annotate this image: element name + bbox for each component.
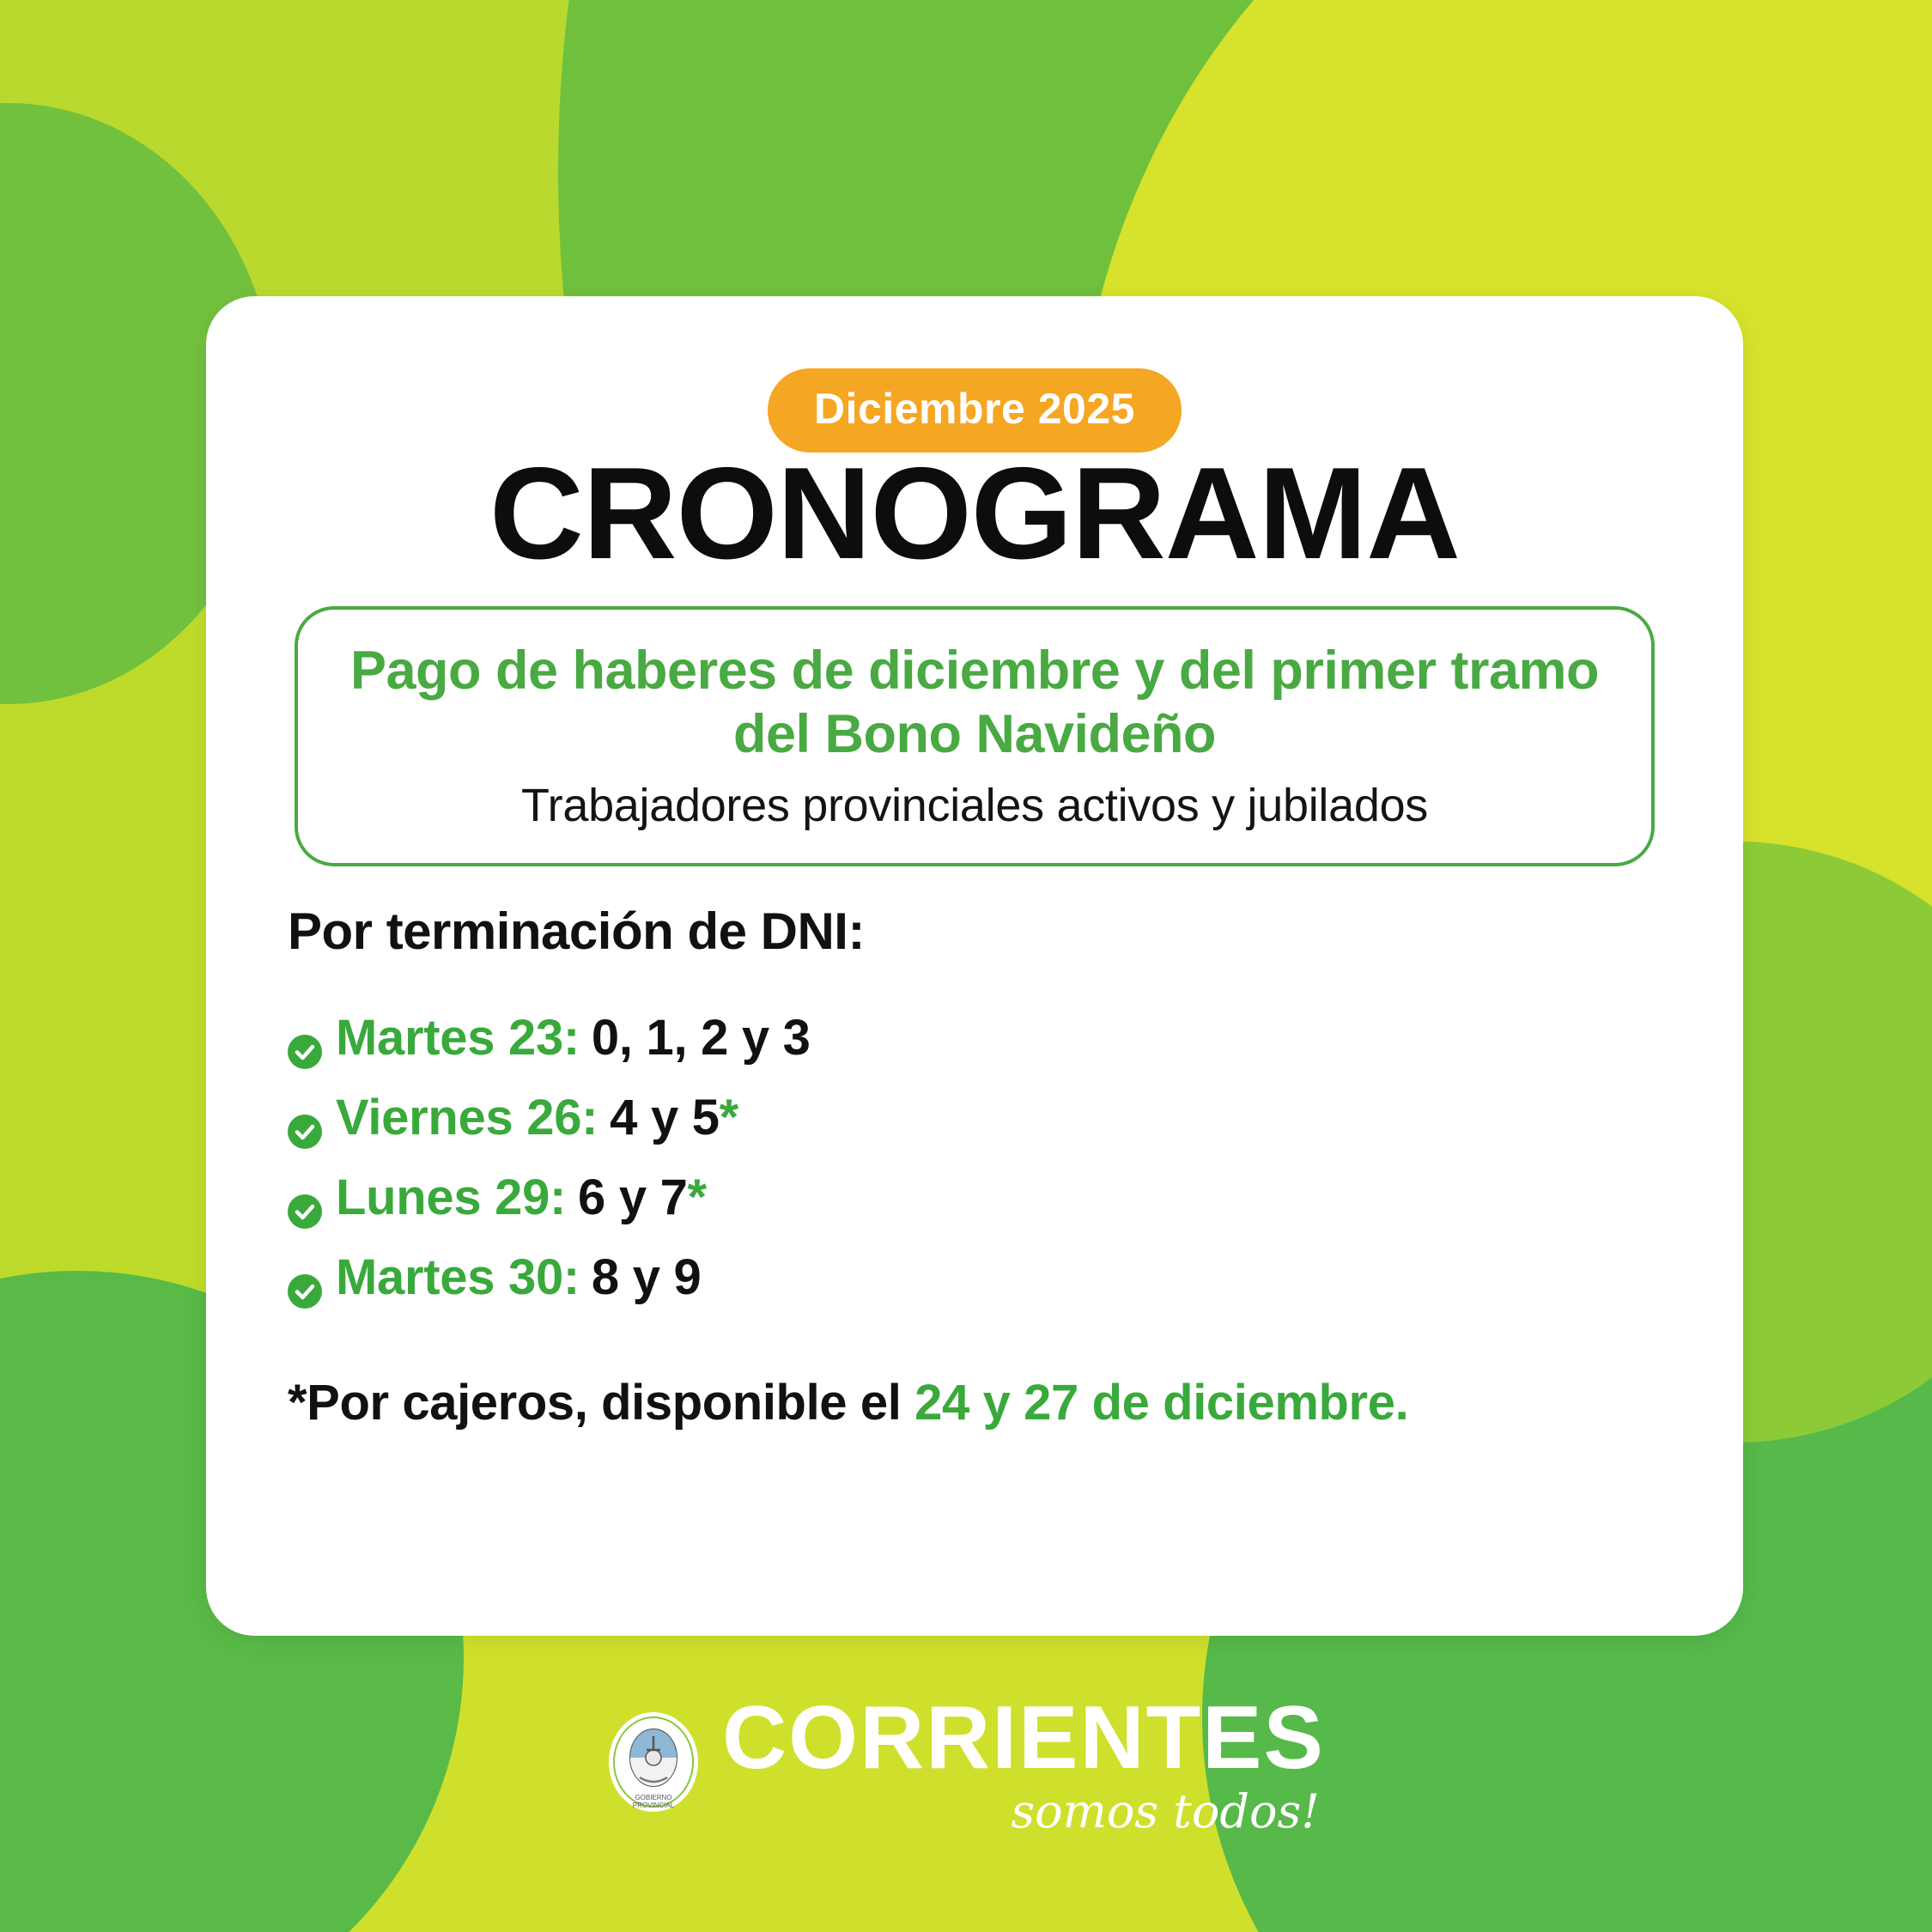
schedule-list bbox=[288, 1009, 1662, 1328]
content-card bbox=[206, 296, 1743, 1636]
footnote-prefix: *Por cajeros, disponible el bbox=[288, 1375, 915, 1431]
highlight-title: Pago de haberes de diciembre y del primer tramo del Bono Navideño bbox=[349, 641, 1600, 765]
schedule-values: 6 y 7 bbox=[578, 1170, 688, 1225]
schedule-values: 0, 1, 2 y 3 bbox=[591, 1010, 811, 1066]
check-circle-icon bbox=[288, 1183, 322, 1218]
svg-text:PROVINCIAL: PROVINCIAL bbox=[632, 1801, 675, 1809]
check-circle-icon bbox=[288, 1263, 322, 1297]
month-badge: Diciembre 2025 bbox=[768, 368, 1182, 453]
schedule-asterisk: * bbox=[687, 1170, 707, 1225]
list-item bbox=[288, 1169, 1662, 1226]
logo-name: CORRIENTES bbox=[722, 1688, 1325, 1788]
list-item bbox=[288, 1009, 1662, 1066]
schedule-asterisk: * bbox=[719, 1090, 738, 1145]
list-item bbox=[288, 1089, 1662, 1146]
schedule-values: 4 y 5 bbox=[610, 1090, 720, 1145]
schedule-day: Martes 23: bbox=[336, 1010, 580, 1066]
schedule-label: Por terminación de DNI: bbox=[288, 902, 865, 960]
coat-of-arms-icon bbox=[607, 1710, 700, 1814]
footnote-dates: 24 y 27 de diciembre. bbox=[914, 1375, 1409, 1431]
page-title: CRONOGRAMA bbox=[489, 440, 1460, 586]
check-circle-icon bbox=[288, 1024, 322, 1058]
schedule-values: 8 y 9 bbox=[591, 1249, 702, 1305]
government-logo bbox=[0, 1688, 1932, 1838]
highlight-subtitle: Trabajadores provinciales activos y jubilados bbox=[520, 779, 1429, 831]
svg-text:GOBIERNO: GOBIERNO bbox=[635, 1793, 672, 1801]
check-circle-icon bbox=[288, 1103, 322, 1138]
schedule-day: Martes 30: bbox=[336, 1249, 580, 1305]
schedule-day: Lunes 29: bbox=[336, 1170, 567, 1225]
highlight-box bbox=[295, 606, 1655, 866]
footnote bbox=[288, 1374, 1408, 1431]
logo-tagline: somos todos! bbox=[1011, 1783, 1320, 1838]
schedule-day: Viernes 26: bbox=[336, 1090, 598, 1145]
list-item bbox=[288, 1249, 1662, 1306]
logo-text bbox=[722, 1688, 1325, 1838]
